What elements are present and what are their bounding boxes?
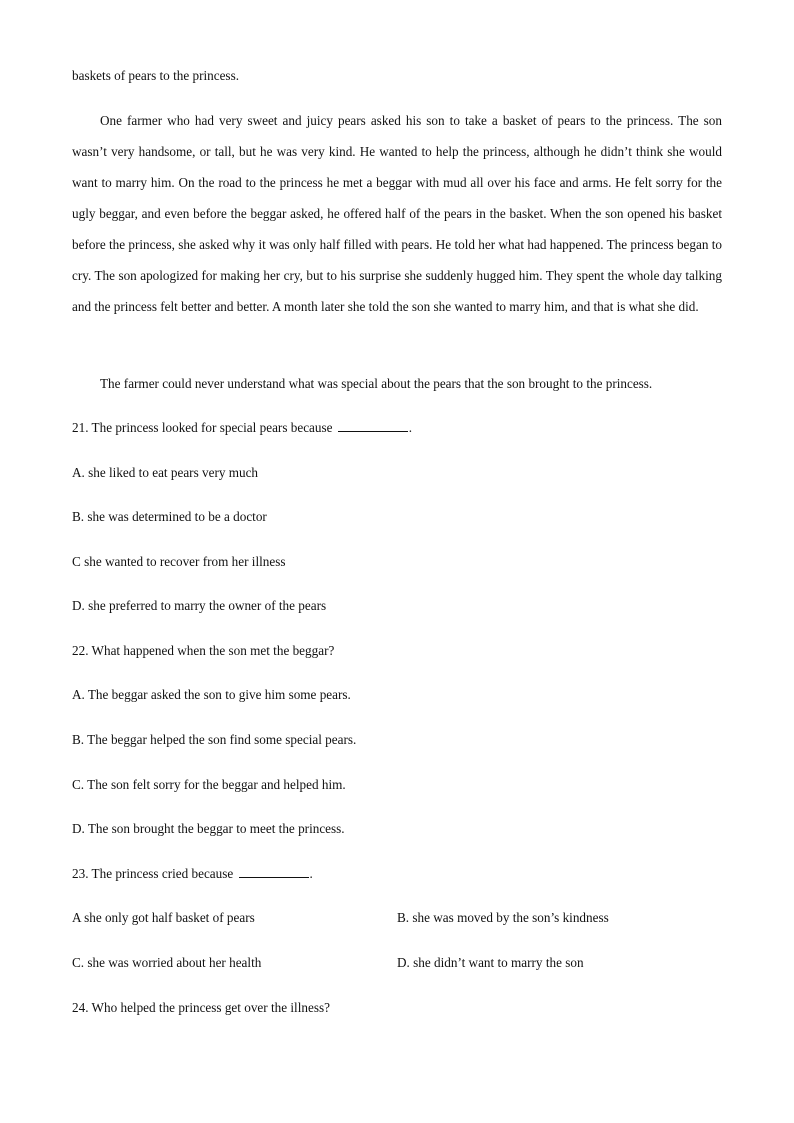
question-23	[72, 866, 313, 882]
question-21-option-a: A. she liked to eat pears very much	[72, 465, 259, 480]
question-21-option-c: C she wanted to recover from her illness	[72, 554, 286, 569]
question-22-option-d: D. The son brought the beggar to meet the princess.	[72, 821, 345, 836]
question-22-option-c: C. The son felt sorry for the beggar and helped him.	[72, 777, 346, 792]
question-23-option-b: B. she was moved by the son’s kindness	[397, 910, 609, 925]
question-21-end: .	[408, 420, 413, 435]
question-23-end: .	[309, 866, 313, 881]
question-24-stem: 24. Who helped the princess get over the illness?	[72, 1000, 330, 1015]
question-21-answer-blank	[338, 420, 408, 432]
question-22-stem: 22. What happened when the son met the beggar?	[72, 643, 335, 658]
question-23-answer-blank	[239, 866, 309, 878]
question-23-option-a: A she only got half basket of pears	[72, 910, 255, 925]
question-21-option-d: D. she preferred to marry the owner of the pears	[72, 598, 327, 613]
passage-paragraph-1: One farmer who had very sweet and juicy pears asked his son to take a basket of pears to the princess. The son wasn’t very handsome, or tall, but he was very kind. He wanted to help the princess, although he didn’t think she would want to marry him. On the road to the princess he met a beggar with mud all over his face and arms. He felt sorry for the ugly beggar, and even before the beggar asked, he offered half of the pears in the basket. When the son opened his basket before the princess, she asked why it was only half filled with pears. He told her what had happened. The princess began to cry. The son apologized for making her cry, but to his surprise she suddenly hugged him. They spent the whole day talking and the princess felt better and better. A month later she told the son she wanted to marry him, and that is what she did.	[72, 113, 722, 314]
question-23-option-c: C. she was worried about her health	[72, 955, 262, 970]
question-21	[72, 420, 412, 436]
question-23-option-d: D. she didn’t want to marry the son	[397, 955, 584, 970]
question-22-option-a: A. The beggar asked the son to give him some pears.	[72, 687, 351, 702]
passage-lead-line: baskets of pears to the princess.	[72, 68, 239, 83]
question-22-option-b: B. The beggar helped the son find some special pears.	[72, 732, 357, 747]
question-21-option-b: B. she was determined to be a doctor	[72, 509, 267, 524]
passage-paragraph-2: The farmer could never understand what was special about the pears that the son brought to the princess.	[100, 376, 653, 391]
question-23-stem: 23. The princess cried because	[72, 866, 234, 881]
question-21-stem: 21. The princess looked for special pears because	[72, 420, 333, 435]
